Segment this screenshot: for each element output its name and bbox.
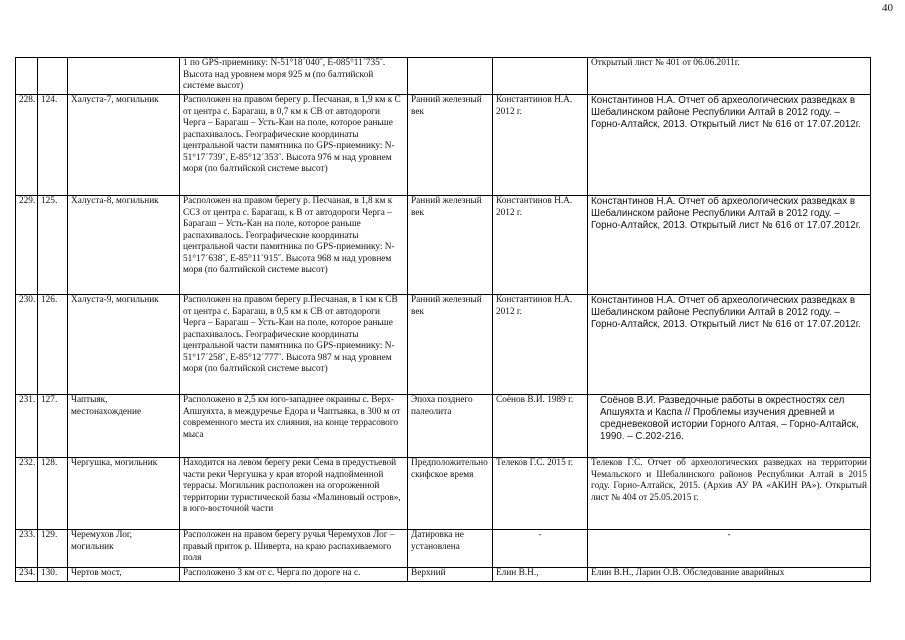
row-number: 230. <box>16 295 38 395</box>
source-reference: - <box>588 530 871 568</box>
location-description: Расположен на правом берегу ручья Черемухов Лог – правый приток р. Шиверта, на краю распахиваемого поля <box>180 530 408 568</box>
dating: Эпоха позднего палеолита <box>408 395 493 458</box>
author: Телеков Г.С. 2015 г. <box>493 458 588 530</box>
table-row <box>16 95 871 196</box>
monument-name: Чертов мост, <box>68 568 180 582</box>
dating: Верхний <box>408 568 493 582</box>
source-reference: Константинов Н.А. Отчет об археологических разведках в Шебалинском районе Республики Алтай в 2012 году. – Горно-Алтайск, 2013. Открытый лист № 616 от 17.07.2012г. <box>588 295 871 395</box>
monument-name: Черемухов Лог, могильник <box>68 530 180 568</box>
location-description: 1 по GPS-приемнику: N-51°18´040˝, E-085°11´735˝. Высота над уровнем моря 925 м (по балтийской системе высот) <box>180 58 408 95</box>
source-reference: Телеков Г.С. Отчет об археологических разведках на территории Чемальского и Шебалинского районов Республики Алтай в 2015 году. Горно-Алтайск, 2015. (Архив АУ РА «АКИН РА»). Открытый лист № 404 от 25.05.2015 г. <box>588 458 871 530</box>
row-subnumber: 127. <box>38 395 68 458</box>
row-subnumber <box>38 58 68 95</box>
table-row <box>16 530 871 568</box>
table-row <box>16 196 871 295</box>
row-subnumber: 124. <box>38 95 68 196</box>
author: Константинов Н.А. 2012 г. <box>493 95 588 196</box>
monument-name: Чаптыяк, местонахождение <box>68 395 180 458</box>
row-subnumber: 125. <box>38 196 68 295</box>
author <box>493 58 588 95</box>
location-description: Расположен на правом берегу р.Песчаная, в 1 км к СВ от центра с. Барагаш, в 0,5 км к СВ от автодороги Черга – Барагаш – Усть-Кан на поле, которое раньше распахивалось. Географические координаты центральной части памятника по GPS-приемнику: N-51°17´258˝, E-85°12´777˝. Высота 987 м над уровнем моря (по балтийской системе высот) <box>180 295 408 395</box>
source-reference: Константинов Н.А. Отчет об археологических разведках в Шебалинском районе Республики Алтай в 2012 году. – Горно-Алтайск, 2013. Открытый лист № 616 от 17.07.2012г. <box>588 95 871 196</box>
row-number: 228. <box>16 95 38 196</box>
row-subnumber: 128. <box>38 458 68 530</box>
author: Елин В.Н., <box>493 568 588 582</box>
location-description: Расположено в 2,5 км юго-западнее окраины с. Верх-Апшуяхта, в междуречье Едора и Чаптыяка, в 300 м от современного места их слияния, на конце террасового мыса <box>180 395 408 458</box>
monument-name: Чергушка, могильник <box>68 458 180 530</box>
monument-name: Халуста-7, могильник <box>68 95 180 196</box>
source-reference: Открытый лист № 401 от 06.06.2011г. <box>588 58 871 95</box>
author: Константинов Н.А. 2012 г. <box>493 196 588 295</box>
dating: Предположительно скифское время <box>408 458 493 530</box>
source-reference: Елин В.Н., Ларин О.В. Обследование аварийных <box>588 568 871 582</box>
author: Соёнов В.И. 1989 г. <box>493 395 588 458</box>
location-description: Расположен на правом берегу р. Песчаная, в 1,9 км к С от центра с. Барагаш, в 0,7 км к СВ от автодороги Черга – Барагаш – Усть-Кан на поле, которое раньше распахивалось. Географические координаты центральной части памятника по GPS-приемнику: N-51°17´739˝, E-85°12´353˝. Высота 976 м над уровнем моря (по балтийской системе высот) <box>180 95 408 196</box>
table-row <box>16 395 871 458</box>
location-description: Расположен на правом берегу р. Песчаная, в 1,8 км к ССЗ от центра с. Барагаш, к В от автодороги Черга – Барагаш – Усть-Кан на поле, которое раньше распахивалось. Географические координаты центральной части памятника по GPS-приемнику: N-51°17´638˝, E-85°11´915˝. Высота 968 м над уровнем моря (по балтийской системе высот) <box>180 196 408 295</box>
author: Константинов Н.А. 2012 г. <box>493 295 588 395</box>
table-row <box>16 568 871 582</box>
monument-name: Халуста-9, могильник <box>68 295 180 395</box>
row-number: 233. <box>16 530 38 568</box>
table-row <box>16 458 871 530</box>
author: - <box>493 530 588 568</box>
row-number: 231. <box>16 395 38 458</box>
row-number: 234. <box>16 568 38 582</box>
row-subnumber: 129. <box>38 530 68 568</box>
location-description: Находится на левом берегу реки Сема в предустьевой части реки Чергушка у края второй надпойменной террасы. Могильник расположен на огороженной территории туристической базы «Малиновый остров», в юго-восточной части <box>180 458 408 530</box>
location-description: Расположено 3 км от с. Черга по дороге на с. <box>180 568 408 582</box>
row-number: 229. <box>16 196 38 295</box>
dating: Датировка не установлена <box>408 530 493 568</box>
row-number: 232. <box>16 458 38 530</box>
monument-name <box>68 58 180 95</box>
dating <box>408 58 493 95</box>
dating: Ранний железный век <box>408 95 493 196</box>
source-reference: Константинов Н.А. Отчет об археологических разведках в Шебалинском районе Республики Алтай в 2012 году. – Горно-Алтайск, 2013. Открытый лист № 616 от 17.07.2012г. <box>588 196 871 295</box>
table-row <box>16 58 871 95</box>
row-subnumber: 130. <box>38 568 68 582</box>
table-row <box>16 295 871 395</box>
monuments-table <box>15 57 871 582</box>
page-number: 40 <box>882 2 893 14</box>
row-subnumber: 126. <box>38 295 68 395</box>
monument-name: Халуста-8, могильник <box>68 196 180 295</box>
source-reference: Соёнов В.И. Разведочные работы в окрестностях сел Апшуяхта и Каспа // Проблемы изучения древней и средневековой истории Горного Алтая. – Горно-Алтайск, 1990. – С.202-216. <box>588 395 871 458</box>
row-number <box>16 58 38 95</box>
dating: Ранний железный век <box>408 295 493 395</box>
dating: Ранний железный век <box>408 196 493 295</box>
